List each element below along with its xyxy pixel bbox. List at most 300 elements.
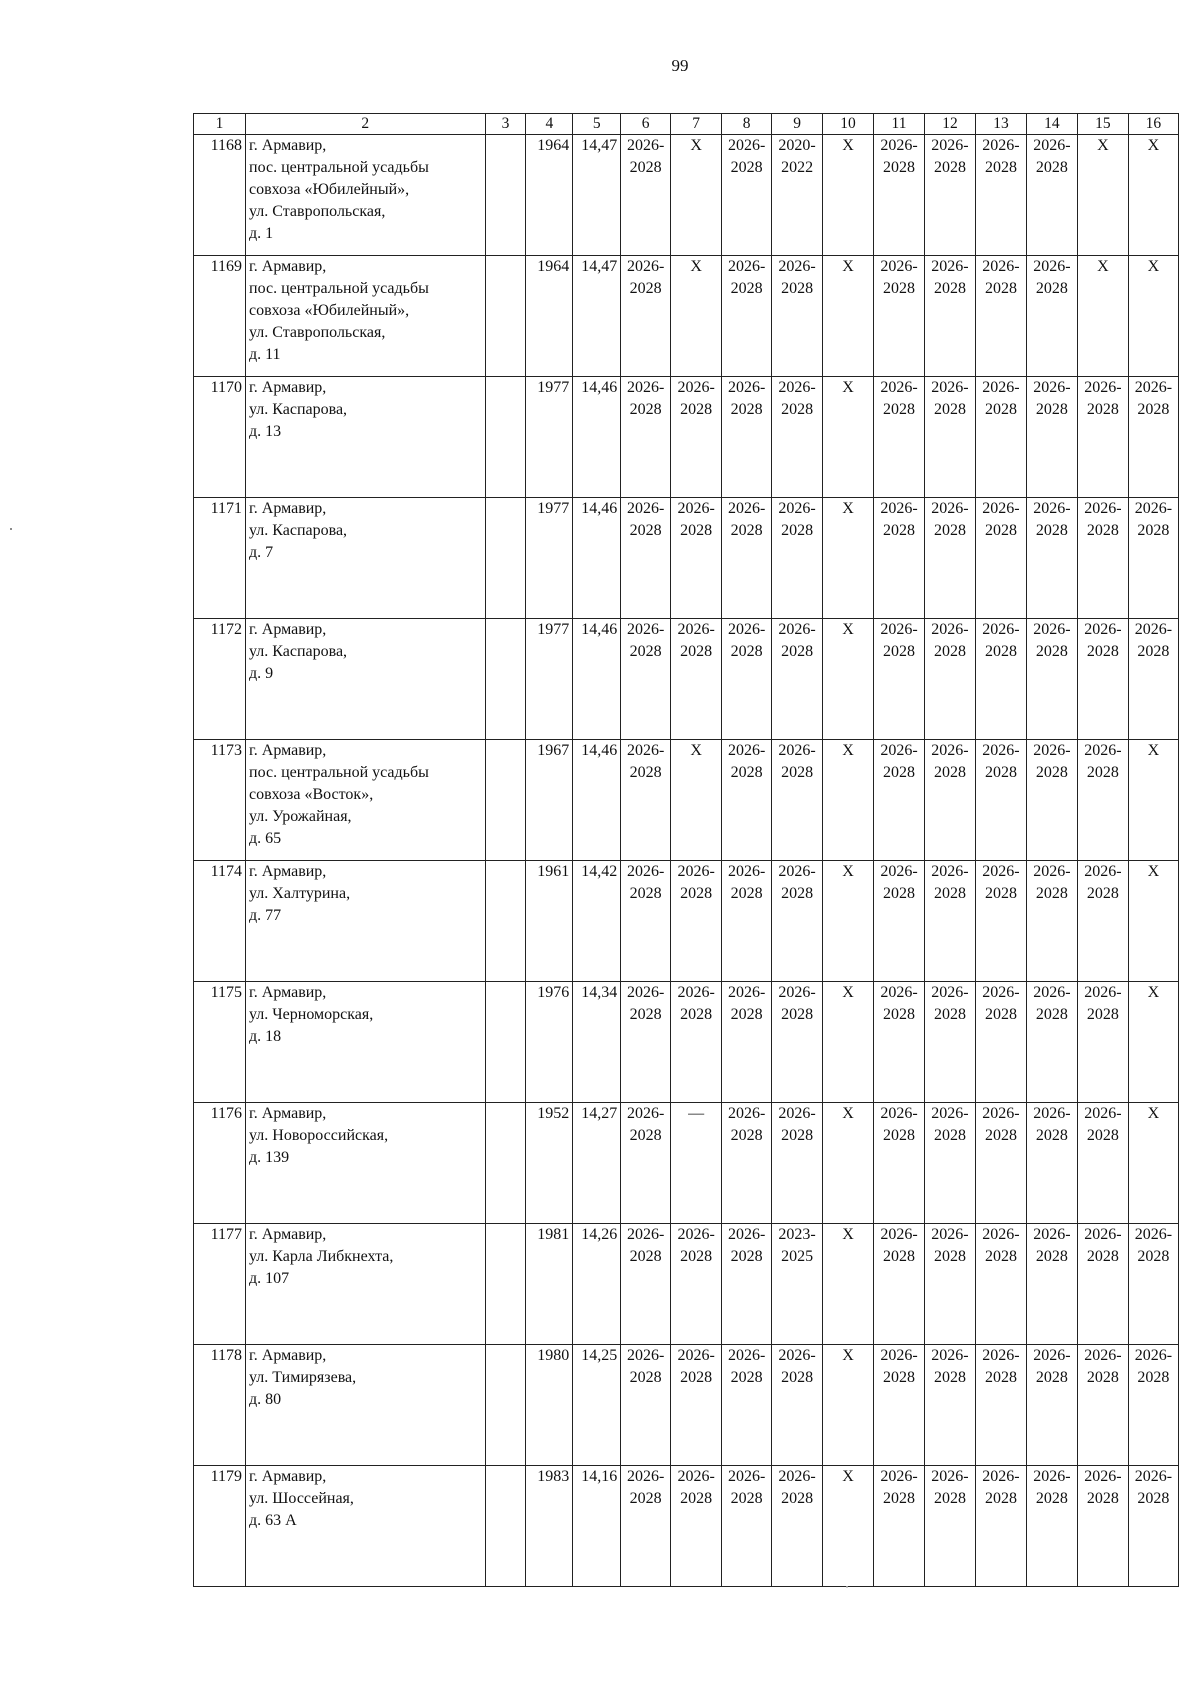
column-3-cell	[485, 861, 526, 982]
cell-line: 2026-	[982, 1468, 1020, 1485]
column-6-cell	[621, 1103, 671, 1224]
year-cell: 1981	[526, 1224, 573, 1345]
cell-line: 2028	[883, 1006, 915, 1023]
cell-line: 2026-	[1134, 1226, 1173, 1243]
cell-line: X	[1147, 258, 1160, 275]
cell-line: 2028	[1086, 1369, 1119, 1386]
column-15-cell	[1077, 135, 1128, 256]
column-12-cell	[924, 740, 975, 861]
cell-line: 2026-	[1084, 1468, 1122, 1485]
cell-line: X	[842, 742, 854, 759]
column-number-row	[194, 114, 1179, 135]
cell-line: 2026-	[677, 984, 715, 1001]
column-16-cell	[1128, 982, 1178, 1103]
cell-line: д. 18	[249, 1028, 282, 1045]
cell-line: 2028	[984, 401, 1017, 418]
value-cell: 14,25	[573, 1345, 621, 1466]
cell-line: 2026-	[931, 258, 969, 275]
year-cell: 1976	[526, 982, 573, 1103]
column-number-6: 6	[621, 114, 671, 135]
cell-line: 2028	[680, 522, 713, 539]
cell-line: 2026-	[1084, 1347, 1122, 1364]
column-8-cell	[722, 377, 772, 498]
cell-line: 2028	[781, 280, 814, 297]
column-3-cell	[485, 256, 526, 377]
column-14-cell	[1026, 619, 1077, 740]
column-7-cell	[671, 861, 722, 982]
cell-line: 2028	[883, 764, 915, 781]
cell-line: X	[842, 1347, 854, 1364]
column-8-cell	[722, 1224, 772, 1345]
cell-line: 2028	[781, 401, 814, 418]
column-6-cell	[621, 498, 671, 619]
cell-line: ул. Новороссийская,	[249, 1127, 389, 1144]
cell-line: X	[690, 258, 702, 275]
cell-line: —	[688, 1105, 705, 1122]
cell-line: 2026-	[982, 500, 1020, 517]
table-row	[194, 982, 1179, 1103]
cell-line: X	[842, 258, 854, 275]
column-3-cell	[485, 1103, 526, 1224]
cell-line: 2026-	[778, 379, 816, 396]
cell-line: 2026-	[880, 621, 918, 638]
cell-line: 2028	[933, 1490, 966, 1507]
column-6-cell	[621, 1224, 671, 1345]
column-8-cell	[722, 498, 772, 619]
value-cell: 14,16	[573, 1466, 621, 1587]
cell-line: 2028	[984, 522, 1017, 539]
cell-line: 2028	[680, 1248, 713, 1265]
cell-line: 2026-	[627, 1226, 665, 1243]
column-7-cell	[671, 498, 722, 619]
cell-line: д. 80	[249, 1391, 282, 1408]
cell-line: 2028	[730, 1127, 763, 1144]
value-cell: 14,42	[573, 861, 621, 982]
cell-line: X	[842, 1105, 854, 1122]
column-14-cell	[1026, 740, 1077, 861]
cell-line: 2026-	[982, 742, 1020, 759]
table-body	[194, 135, 1179, 1587]
cell-line: г. Армавир,	[249, 1468, 327, 1485]
cell-line: 2026-	[627, 379, 665, 396]
cell-line: 2028	[933, 522, 966, 539]
cell-line: 2028	[984, 280, 1017, 297]
column-11-cell	[874, 619, 925, 740]
column-3-cell	[485, 1224, 526, 1345]
column-16-cell	[1128, 1345, 1178, 1466]
column-16-cell	[1128, 377, 1178, 498]
column-6-cell	[621, 135, 671, 256]
column-9-cell	[772, 498, 823, 619]
cell-line: 2028	[730, 885, 763, 902]
cell-line: 2028	[984, 1369, 1017, 1386]
column-9-cell	[772, 982, 823, 1103]
column-12-cell	[924, 1224, 975, 1345]
cell-line: 2028	[629, 1127, 662, 1144]
column-6-cell	[621, 740, 671, 861]
table-row	[194, 861, 1179, 982]
cell-line: г. Армавир,	[249, 379, 327, 396]
column-15-cell	[1077, 982, 1128, 1103]
column-3-cell	[485, 982, 526, 1103]
cell-line: 2026-	[880, 258, 918, 275]
cell-line: 2026-	[982, 984, 1020, 1001]
cell-line: 2026-	[1084, 1105, 1122, 1122]
column-number-16: 16	[1128, 114, 1178, 135]
column-14-cell	[1026, 1224, 1077, 1345]
cell-line: 2028	[984, 1127, 1017, 1144]
cell-line: 2028	[883, 643, 915, 660]
cell-line: 2028	[883, 1248, 915, 1265]
column-10-cell	[823, 1466, 874, 1587]
cell-line: 2026-	[727, 500, 766, 517]
year-cell: 1977	[526, 377, 573, 498]
row-number: 1168	[194, 135, 246, 256]
cell-line: 2028	[730, 522, 763, 539]
row-number: 1171	[194, 498, 246, 619]
cell-line: 2026-	[982, 258, 1020, 275]
column-6-cell	[621, 256, 671, 377]
cell-line: 2028	[1035, 1369, 1068, 1386]
cell-line: 2026-	[778, 1347, 816, 1364]
cell-line: 2026-	[1134, 379, 1173, 396]
row-number: 1174	[194, 861, 246, 982]
year-cell: 1977	[526, 619, 573, 740]
row-number: 1172	[194, 619, 246, 740]
column-number-2: 2	[246, 114, 486, 135]
cell-line: 2028	[984, 1006, 1017, 1023]
cell-line: пос. центральной усадьбы	[249, 764, 429, 781]
row-number: 1175	[194, 982, 246, 1103]
cell-line: 2026-	[627, 742, 665, 759]
address-cell	[246, 1466, 486, 1587]
cell-line: 2026-	[1084, 742, 1122, 759]
cell-line: 2026-	[1033, 137, 1071, 154]
cell-line: 2028	[1035, 643, 1068, 660]
cell-line: ул. Каспарова,	[249, 401, 348, 418]
cell-line: 2026-	[727, 863, 766, 880]
column-number-10: 10	[823, 114, 874, 135]
cell-line: X	[1147, 984, 1160, 1001]
cell-line: ул. Каспарова,	[249, 522, 348, 539]
cell-line: X	[842, 1226, 854, 1243]
cell-line: 2026-	[1033, 621, 1071, 638]
column-10-cell	[823, 1224, 874, 1345]
value-cell: 14,47	[573, 135, 621, 256]
scan-speck	[846, 1586, 848, 1588]
column-11-cell	[874, 135, 925, 256]
value-cell: 14,46	[573, 498, 621, 619]
column-3-cell	[485, 135, 526, 256]
column-3-cell	[485, 619, 526, 740]
column-10-cell	[823, 861, 874, 982]
cell-line: 2028	[1086, 643, 1119, 660]
cell-line: 2026-	[982, 1347, 1020, 1364]
column-15-cell	[1077, 256, 1128, 377]
cell-line: 2028	[730, 1369, 763, 1386]
column-9-cell	[772, 740, 823, 861]
cell-line: г. Армавир,	[249, 1105, 327, 1122]
column-3-cell	[485, 1345, 526, 1466]
cell-line: X	[690, 742, 702, 759]
cell-line: 2028	[1137, 401, 1170, 418]
cell-line: 2028	[781, 1490, 814, 1507]
column-6-cell	[621, 1466, 671, 1587]
cell-line: ул. Ставропольская,	[249, 324, 386, 341]
cell-line: 2026-	[1084, 984, 1122, 1001]
cell-line: 2026-	[1134, 1347, 1173, 1364]
column-15-cell	[1077, 1466, 1128, 1587]
cell-line: д. 107	[249, 1270, 290, 1287]
cell-line: 2026-	[982, 1105, 1020, 1122]
cell-line: 2028	[1137, 1490, 1170, 1507]
cell-line: ул. Халтурина,	[249, 885, 351, 902]
value-cell: 14,47	[573, 256, 621, 377]
column-10-cell	[823, 256, 874, 377]
column-10-cell	[823, 1103, 874, 1224]
cell-line: 2028	[1035, 401, 1068, 418]
year-cell: 1964	[526, 135, 573, 256]
cell-line: 2028	[629, 401, 662, 418]
cell-line: 2028	[730, 401, 763, 418]
column-16-cell	[1128, 619, 1178, 740]
table-row	[194, 1103, 1179, 1224]
column-3-cell	[485, 498, 526, 619]
column-number-15: 15	[1077, 114, 1128, 135]
cell-line: г. Армавир,	[249, 863, 327, 880]
column-3-cell	[485, 377, 526, 498]
cell-line: 2026-	[931, 500, 969, 517]
column-8-cell	[722, 619, 772, 740]
column-10-cell	[823, 1345, 874, 1466]
column-10-cell	[823, 619, 874, 740]
cell-line: г. Армавир,	[249, 742, 327, 759]
cell-line: 2026-	[677, 621, 715, 638]
cell-line: 2028	[883, 885, 915, 902]
cell-line: 2026-	[677, 500, 715, 517]
cell-line: 2026-	[1033, 1468, 1071, 1485]
column-11-cell	[874, 1345, 925, 1466]
column-15-cell	[1077, 498, 1128, 619]
column-7-cell	[671, 740, 722, 861]
column-14-cell	[1026, 377, 1077, 498]
cell-line: 2028	[1137, 522, 1170, 539]
cell-line: 2026-	[627, 1468, 665, 1485]
column-16-cell	[1128, 498, 1178, 619]
cell-line: 2026-	[778, 863, 816, 880]
cell-line: д. 11	[249, 346, 281, 363]
year-cell: 1964	[526, 256, 573, 377]
cell-line: д. 7	[249, 544, 274, 561]
cell-line: 2026-	[880, 1468, 918, 1485]
column-6-cell	[621, 861, 671, 982]
address-cell	[246, 1345, 486, 1466]
column-number-1: 1	[194, 114, 246, 135]
cell-line: 2028	[1035, 159, 1068, 176]
column-number-13: 13	[975, 114, 1026, 135]
cell-line: 2028	[629, 885, 662, 902]
cell-line: 2028	[680, 885, 713, 902]
cell-line: 2028	[984, 764, 1017, 781]
column-15-cell	[1077, 861, 1128, 982]
column-13-cell	[975, 377, 1026, 498]
page-number: 99	[671, 56, 689, 75]
cell-line: 2028	[1086, 1490, 1119, 1507]
table-row	[194, 1224, 1179, 1345]
cell-line: X	[1147, 1105, 1160, 1122]
column-12-cell	[924, 1466, 975, 1587]
cell-line: 2026-	[880, 984, 918, 1001]
cell-line: ул. Карла Либкнехта,	[249, 1248, 394, 1265]
cell-line: 2026-	[727, 1105, 766, 1122]
cell-line: 2026-	[627, 621, 665, 638]
cell-line: 2026-	[982, 379, 1020, 396]
cell-line: 2026-	[880, 863, 918, 880]
cell-line: 2028	[1086, 1006, 1119, 1023]
column-9-cell	[772, 619, 823, 740]
column-3-cell	[485, 740, 526, 861]
value-cell: 14,26	[573, 1224, 621, 1345]
cell-line: 2026-	[982, 863, 1020, 880]
cell-line: 2026-	[931, 621, 969, 638]
column-14-cell	[1026, 861, 1077, 982]
cell-line: 2028	[1086, 401, 1119, 418]
cell-line: 2028	[933, 1127, 966, 1144]
value-cell: 14,34	[573, 982, 621, 1103]
cell-line: 2026-	[1084, 1226, 1122, 1243]
cell-line: 2028	[933, 159, 966, 176]
cell-line: 2028	[1035, 1006, 1068, 1023]
cell-line: 2026-	[627, 137, 665, 154]
cell-line: 2026-	[1033, 984, 1071, 1001]
cell-line: 2028	[730, 159, 763, 176]
column-9-cell	[772, 1224, 823, 1345]
row-number: 1179	[194, 1466, 246, 1587]
cell-line: 2026-	[931, 1347, 969, 1364]
housing-register-table	[193, 113, 1179, 1587]
cell-line: X	[842, 500, 854, 517]
column-8-cell	[722, 135, 772, 256]
cell-line: 2028	[933, 643, 966, 660]
cell-line: д. 9	[249, 665, 274, 682]
cell-line: 2026-	[627, 1105, 665, 1122]
cell-line: 2028	[1035, 1127, 1068, 1144]
year-cell: 1952	[526, 1103, 573, 1224]
column-10-cell	[823, 982, 874, 1103]
cell-line: 2028	[1137, 1369, 1170, 1386]
cell-line: 2028	[1035, 1248, 1068, 1265]
column-13-cell	[975, 1224, 1026, 1345]
cell-line: 2028	[1086, 1248, 1119, 1265]
column-7-cell	[671, 1224, 722, 1345]
table-row	[194, 256, 1179, 377]
column-12-cell	[924, 377, 975, 498]
cell-line: 2028	[933, 280, 966, 297]
column-9-cell	[772, 1345, 823, 1466]
cell-line: 2028	[1035, 885, 1068, 902]
cell-line: 2026-	[778, 1468, 816, 1485]
cell-line: 2026-	[1084, 621, 1122, 638]
cell-line: 2026-	[727, 137, 766, 154]
column-number-5: 5	[573, 114, 621, 135]
cell-line: 2026-	[1033, 258, 1071, 275]
cell-line: 2023-	[778, 1226, 816, 1243]
column-8-cell	[722, 1466, 772, 1587]
cell-line: г. Армавир,	[249, 137, 327, 154]
column-12-cell	[924, 1103, 975, 1224]
column-11-cell	[874, 1103, 925, 1224]
value-cell: 14,46	[573, 377, 621, 498]
column-13-cell	[975, 135, 1026, 256]
column-14-cell	[1026, 1466, 1077, 1587]
cell-line: 2028	[1035, 522, 1068, 539]
cell-line: 2028	[883, 1127, 915, 1144]
cell-line: 2028	[984, 1490, 1017, 1507]
cell-line: 2026-	[627, 1347, 665, 1364]
table-row	[194, 1466, 1179, 1587]
cell-line: 2028	[680, 1490, 713, 1507]
column-13-cell	[975, 1466, 1026, 1587]
cell-line: X	[1097, 258, 1109, 275]
cell-line: 2028	[984, 885, 1017, 902]
cell-line: 2026-	[727, 379, 766, 396]
column-12-cell	[924, 861, 975, 982]
cell-line: 2026-	[1033, 863, 1071, 880]
cell-line: 2028	[781, 1369, 814, 1386]
cell-line: 2028	[629, 643, 662, 660]
cell-line: 2026-	[880, 1105, 918, 1122]
column-7-cell	[671, 256, 722, 377]
cell-line: 2028	[1086, 764, 1119, 781]
cell-line: 2028	[629, 522, 662, 539]
cell-line: д. 13	[249, 423, 282, 440]
column-9-cell	[772, 861, 823, 982]
cell-line: 2026-	[982, 621, 1020, 638]
cell-line: 2028	[1035, 280, 1068, 297]
cell-line: 2028	[730, 764, 763, 781]
cell-line: 2028	[680, 1006, 713, 1023]
cell-line: д. 63 А	[249, 1512, 297, 1529]
cell-line: 2026-	[880, 1226, 918, 1243]
column-8-cell	[722, 256, 772, 377]
scan-speck	[10, 528, 12, 530]
cell-line: 2028	[883, 1490, 915, 1507]
cell-line: 2028	[933, 1369, 966, 1386]
cell-line: 2026-	[727, 258, 766, 275]
address-cell	[246, 861, 486, 982]
cell-line: 2026-	[931, 984, 969, 1001]
cell-line: 2028	[730, 643, 763, 660]
cell-line: д. 139	[249, 1149, 290, 1166]
cell-line: 2026-	[627, 984, 665, 1001]
cell-line: 2026-	[627, 258, 665, 275]
cell-line: г. Армавир,	[249, 1347, 327, 1364]
cell-line: совхоза «Восток»,	[249, 786, 374, 803]
column-9-cell	[772, 377, 823, 498]
cell-line: 2028	[1035, 1490, 1068, 1507]
column-16-cell	[1128, 135, 1178, 256]
table-row	[194, 619, 1179, 740]
column-12-cell	[924, 135, 975, 256]
cell-line: ул. Ставропольская,	[249, 203, 386, 220]
cell-line: 2028	[1035, 764, 1068, 781]
row-number: 1176	[194, 1103, 246, 1224]
cell-line: 2028	[883, 401, 915, 418]
table-row	[194, 498, 1179, 619]
year-cell: 1980	[526, 1345, 573, 1466]
address-cell	[246, 135, 486, 256]
cell-line: X	[1147, 137, 1160, 154]
